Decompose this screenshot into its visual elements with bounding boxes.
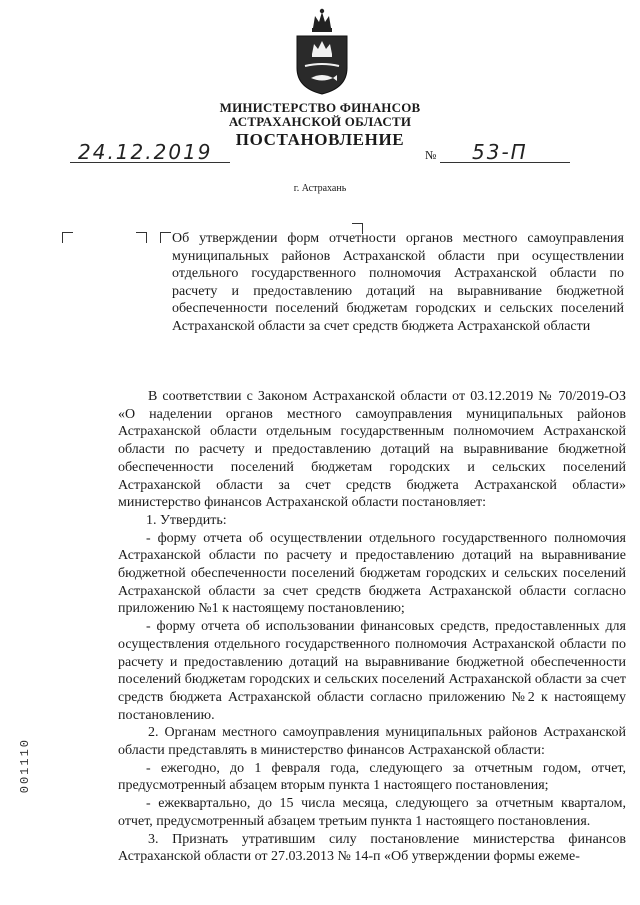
ministry-name-line2: АСТРАХАНСКОЙ ОБЛАСТИ	[228, 114, 412, 129]
bracket-subject-left	[160, 232, 171, 243]
document-subject: Об утверждении форм отчетности органов местного самоуправления муниципальных районов Астраханской области при осуществлении отдельного государственного полномочия Астраханской области по расчету и предоставлению дотаций на выравнивание бюджетной обеспеченности поселений бюджетам городских и сельских поселений Астраханской области за счет средств бюджета Астраханской области	[172, 231, 624, 334]
date-underline	[70, 162, 230, 163]
bracket-top-left	[62, 232, 73, 243]
document-type-title: ПОСТАНОВЛЕНИЕ	[235, 130, 405, 149]
bracket-top-right	[136, 232, 147, 243]
coat-of-arms-icon	[291, 6, 353, 96]
city-label: г. Астрахань	[293, 183, 347, 194]
side-serial-number: 001110	[18, 738, 32, 794]
ministry-name-line1: МИНИСТЕРСТВО ФИНАНСОВ	[219, 100, 421, 115]
clause-1-heading: 1. Утвердить:	[146, 512, 227, 528]
handwritten-number: 53-П	[472, 140, 528, 164]
clause-3-paragraph: 3. Признать утратившим силу постановление министерства финансов Астраханской области от 27.03.2013 № 14-п «Об утверждении формы ежеме-	[118, 831, 626, 865]
document-body	[118, 388, 626, 866]
preamble-paragraph: В соответствии с Законом Астраханской области от 03.12.2019 № 70/2019-ОЗ «О наделении органов местного самоуправления муниципальных районов Астраханской области отдельным государственным полномочием Астраханской области по расчету и предоставлению дотаций на выравнивание бюджетной обеспеченности поселений бюджетам городских и сельских поселений Астраханской области за счет средств бюджета Астраханской области» министерство финансов Астраханской области постановляет:	[118, 389, 626, 511]
clause-2-item-2: - ежеквартально, до 15 числа месяца, следующего за отчетным кварталом, отчет, предусмотренный абзацем третьим пункта 1 настоящего постановления.	[118, 796, 626, 829]
clause-1-item-1: - форму отчета об осуществлении отдельного государственного полномочия Астраханской области по расчету и предоставлению дотаций на выравнивание бюджетной обеспеченности поселений бюджетам городских и сельских поселений Астраханской области за счет средств бюджета Астраханской области согласно приложению №1 к настоящему постановлению;	[118, 530, 626, 617]
clause-2-item-1: - ежегодно, до 1 февраля года, следующего за отчетным годом, отчет, предусмотренный абзацем вторым пункта 1 настоящего постановления;	[118, 760, 626, 794]
clause-1-item-2: - форму отчета об использовании финансовых средств, предоставленных для осуществления отдельного государственного полномочия Астраханской области по расчету и предоставлению дотаций на выравнивание бюджетной обеспеченности поселений бюджетам городских и сельских поселений Астраханской области за счет средств бюджета Астраханской области согласно приложению №2 к настоящему постановлению.	[118, 619, 626, 723]
number-sign: №	[425, 148, 437, 162]
handwritten-date: 24.12.2019	[78, 140, 213, 164]
clause-2-paragraph: 2. Органам местного самоуправления муниципальных районов Астраханской области представлять в министерство финансов Астраханской области:	[118, 725, 626, 759]
number-underline	[440, 162, 570, 163]
